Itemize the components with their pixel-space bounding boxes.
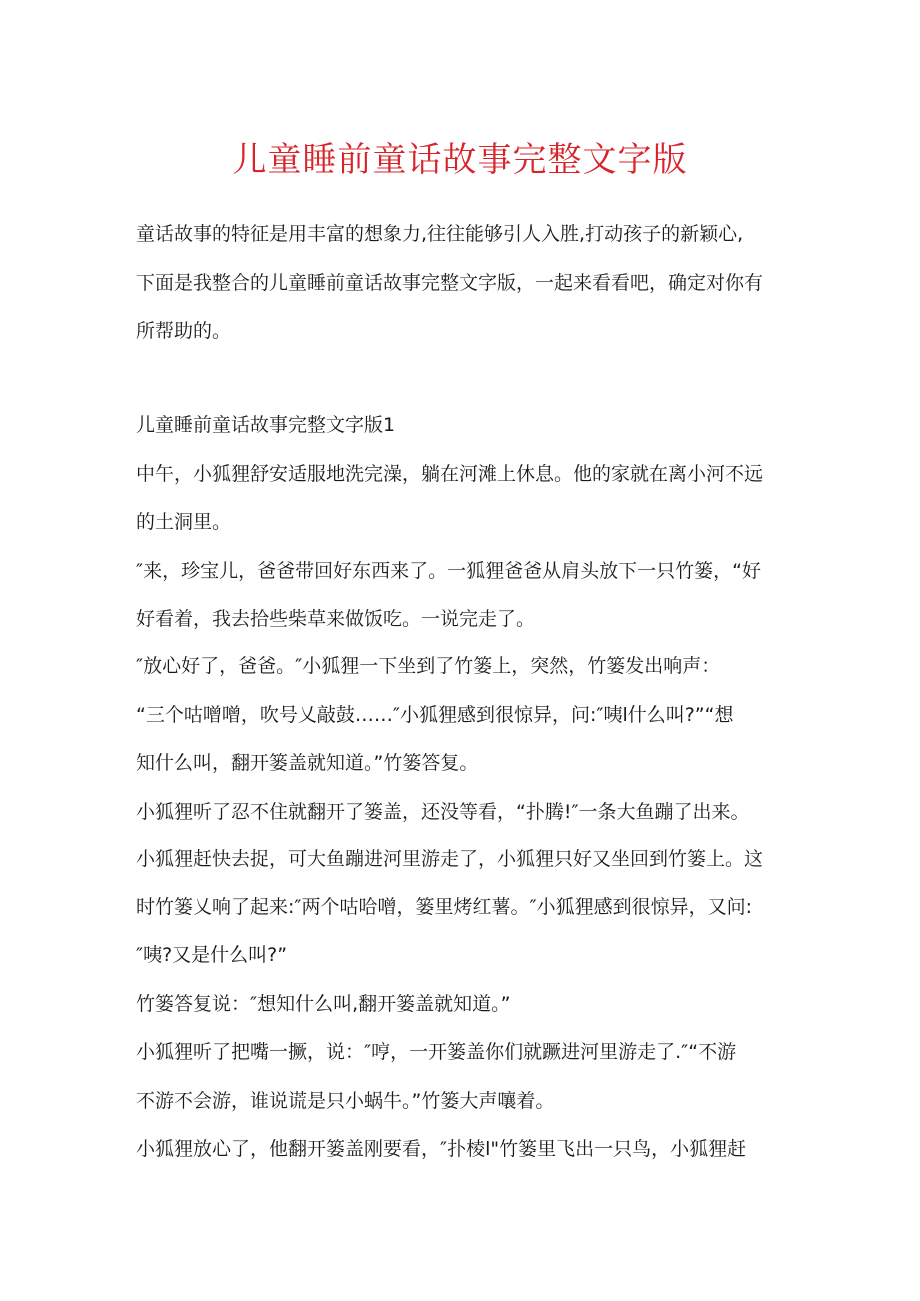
story-line: 竹篓答复说：″想知什么叫,翻开篓盖就知道。” — [136, 993, 511, 1015]
story-line: 小狐狸听了把嘴一撅，说：″哼，一开篓盖你们就蹶进河里游走了.″“不游 — [136, 1041, 737, 1063]
story-line: ″放心好了，爸爸。″小狐狸一下坐到了竹篓上，突然，竹篓发出响声： — [136, 655, 721, 677]
story-line: 时竹篓乂响了起来:″两个咕哈噌，篓里烤红薯。″小狐狸感到很惊异，又问: — [136, 896, 752, 918]
intro-line: 下面是我整合的儿童睡前童话故事完整文字版，一起来看看吧，确定对你有 — [136, 272, 764, 294]
story-line: 小狐狸放心了，他翻开篓盖刚要看，″扑棱l"竹篓里飞出一只鸟，小狐狸赶 — [136, 1138, 747, 1160]
document-title: 儿童睡前童话故事完整文字版 — [232, 140, 688, 180]
story-line: ″来，珍宝儿，爸爸带回好东西来了。一狐狸爸爸从肩头放下一只竹篓，“好 — [136, 560, 761, 582]
story-line: ″咦?又是什么叫?” — [136, 944, 288, 966]
intro-line: 童话故事的特征是用丰富的想象力,往往能够引人入胜,打动孩子的新颖心, — [136, 223, 744, 245]
story-line: 的土洞里。 — [136, 511, 232, 533]
section-heading: 儿童睡前童话故事完整文字版1 — [136, 414, 396, 436]
story-line: 小狐狸听了忍不住就翻开了篓盖，还没等看，“扑腾!″一条大鱼蹦了出来。 — [136, 801, 750, 823]
story-line: 不游不会游，谁说谎是只小蜗牛。”竹篓大声嚷着。 — [136, 1090, 555, 1112]
story-line: “三个咕噌噌，吹号乂敲鼓……″小狐狸感到很惊异，问:″咦l什么叫?”“想 — [136, 704, 734, 726]
story-line: 好看着，我去拾些柴草来做饭吃。一说完走了。 — [136, 608, 536, 630]
intro-line: 所帮助的。 — [136, 320, 232, 342]
story-line: 知什么叫，翻开篓盖就知道。”竹篓答复。 — [136, 752, 479, 774]
story-line: 中午，小狐狸舒安适服地洗完澡，躺在河滩上休息。他的家就在离小河不远 — [136, 463, 764, 485]
story-line: 小狐狸赶快去捉，可大鱼蹦进河里游走了，小狐狸只好又坐回到竹篓上。这 — [136, 848, 764, 870]
